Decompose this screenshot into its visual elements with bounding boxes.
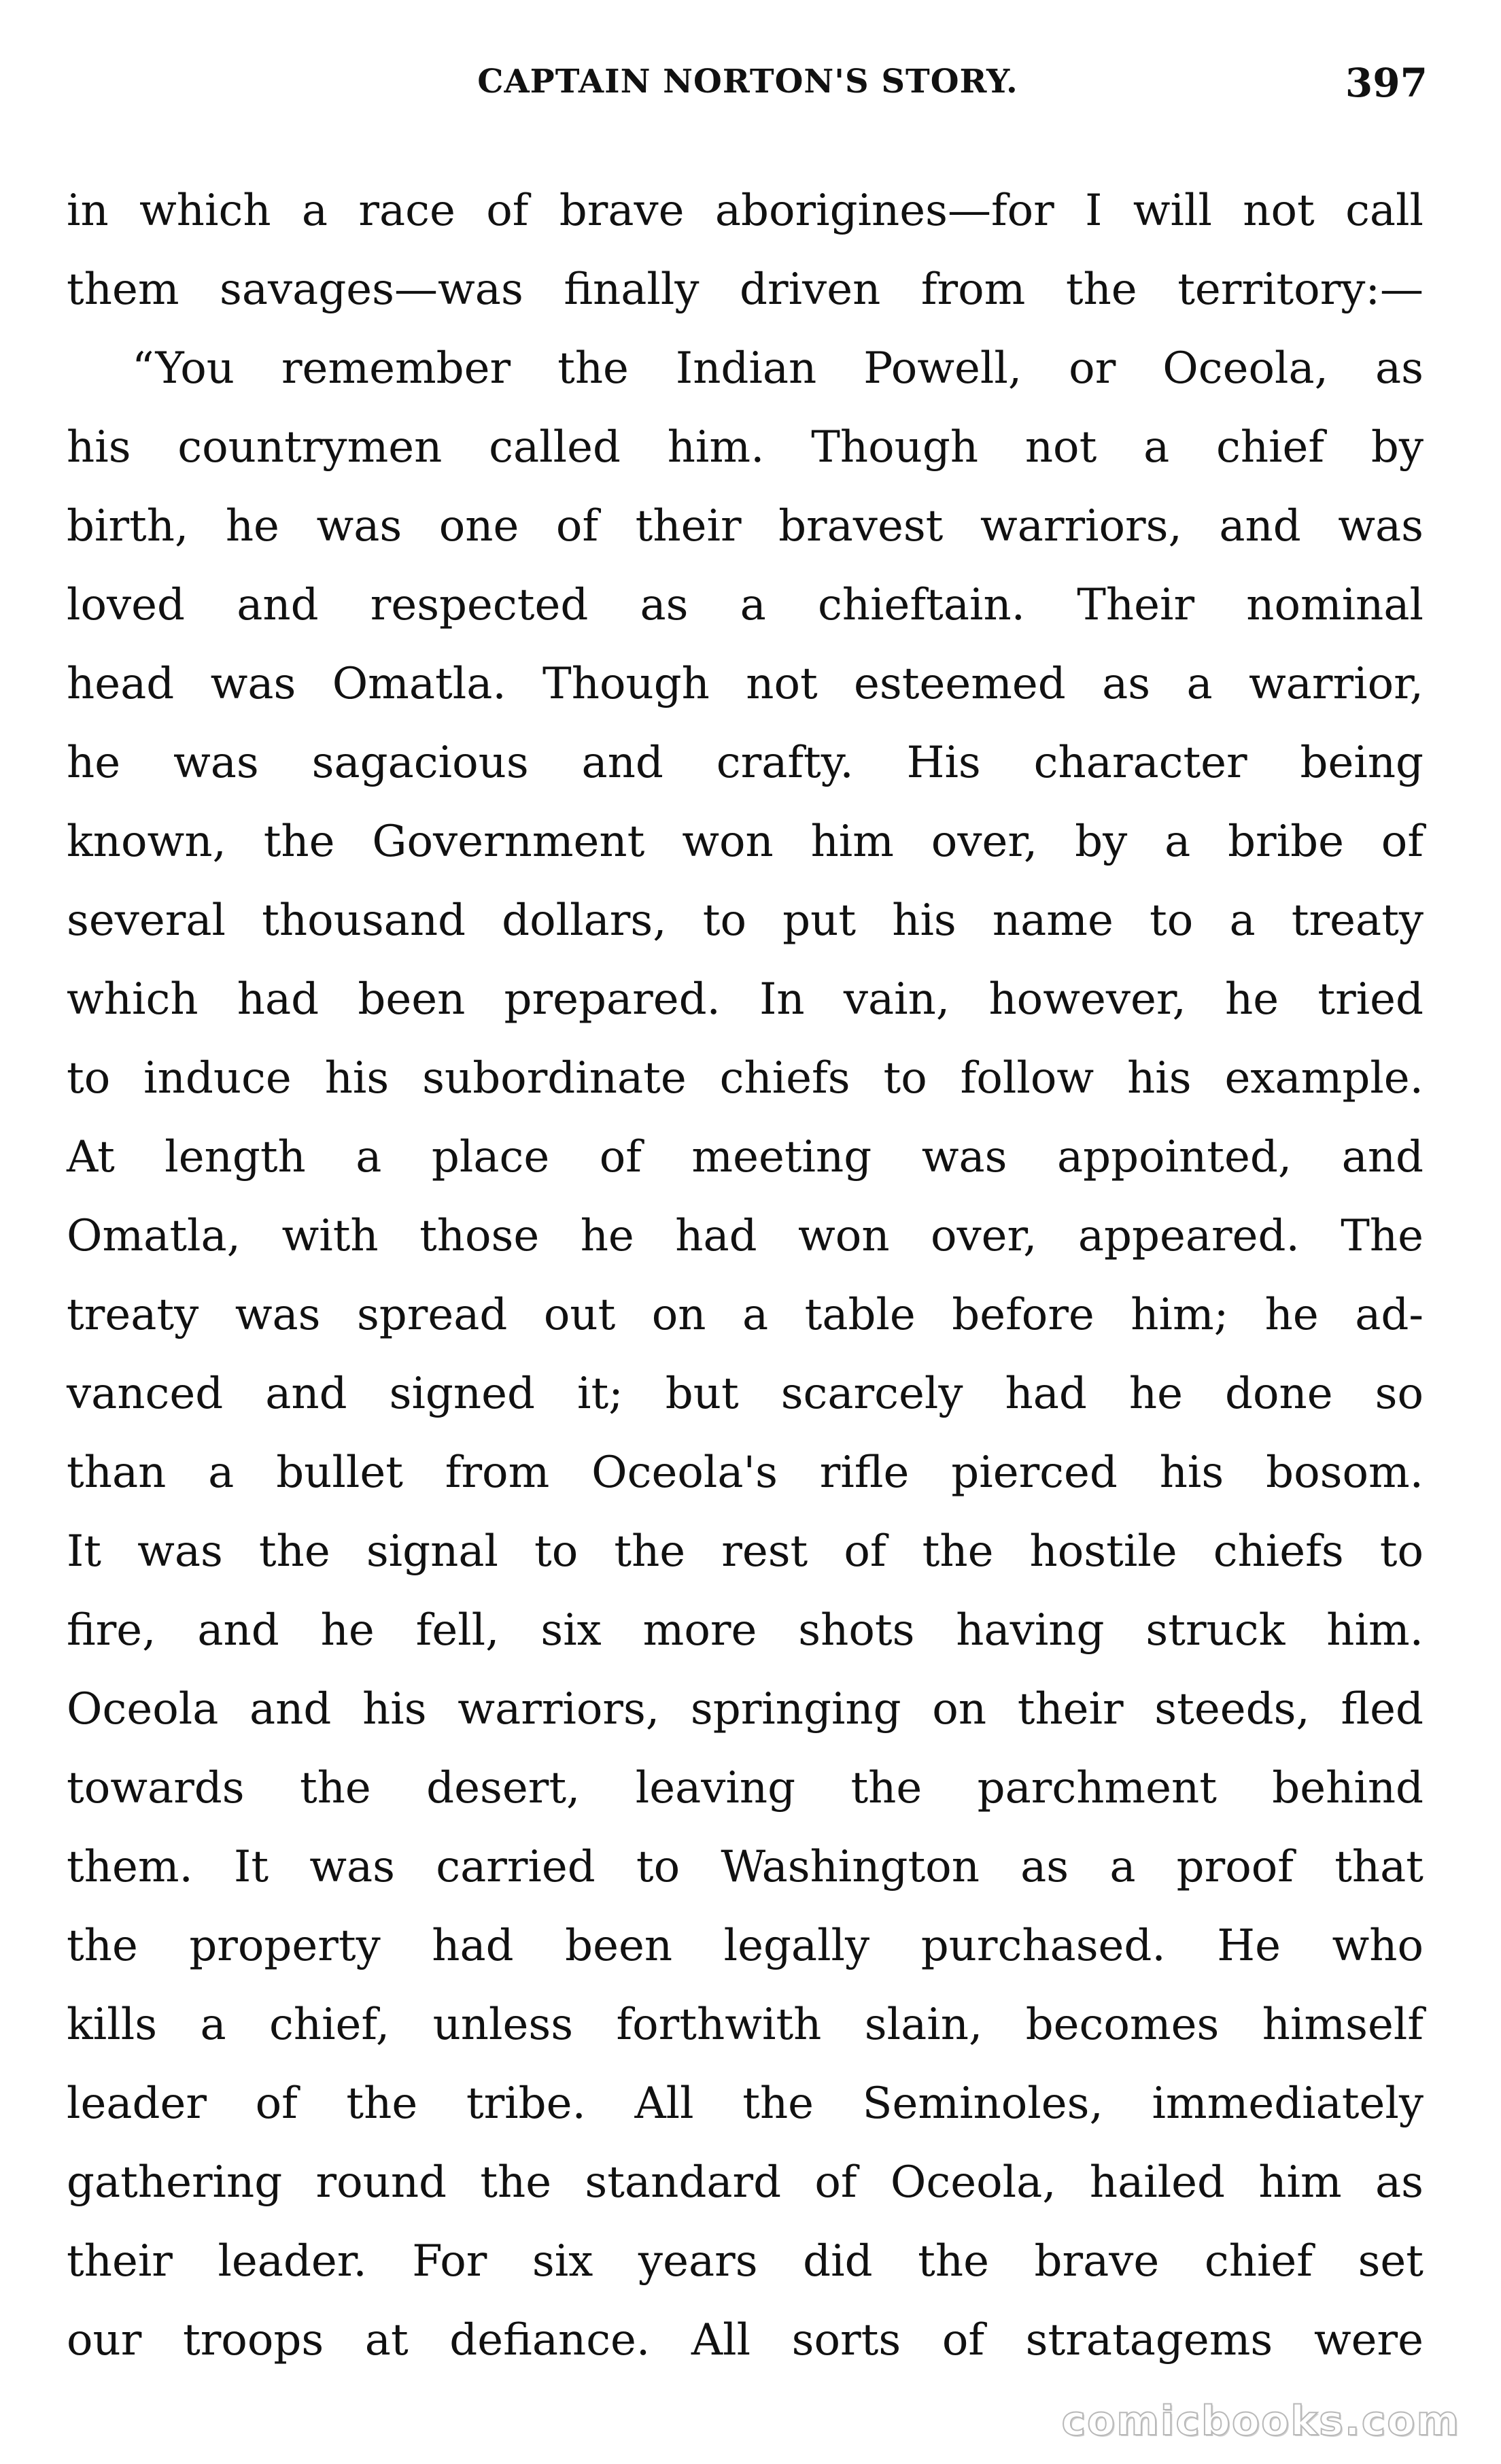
text-line: their leader. For six years did the brave chief set — [67, 2236, 1424, 2287]
page-number: 397 — [1345, 60, 1428, 106]
text-line: them savages—was finally driven from the territory:— — [67, 264, 1424, 315]
text-line: which had been prepared. In vain, however, he tried — [67, 974, 1424, 1025]
text-line: to induce his subordinate chiefs to follow his example. — [67, 1053, 1424, 1103]
text-line: birth, he was one of their bravest warriors, and was — [67, 501, 1424, 551]
text-line: loved and respected as a chieftain. Their nominal — [67, 580, 1424, 630]
text-line: Omatla, with those he had won over, appeared. The — [67, 1211, 1424, 1261]
text-line: he was sagacious and crafty. His character being — [67, 738, 1424, 788]
running-head — [68, 60, 1428, 117]
text-line: “You remember the Indian Powell, or Oceola, as — [132, 343, 1424, 394]
text-line: them. It was carried to Washington as a proof that — [67, 1842, 1424, 1892]
text-line: vanced and signed it; but scarcely had he done so — [67, 1369, 1424, 1419]
running-title: CAPTAIN NORTON'S STORY. — [477, 63, 1018, 101]
text-line: gathering round the standard of Oceola, hailed him as — [67, 2157, 1424, 2208]
text-line: At length a place of meeting was appointed, and — [67, 1132, 1424, 1182]
text-line: the property had been legally purchased. He who — [67, 1921, 1424, 1971]
text-line: kills a chief, unless forthwith slain, becomes himself — [67, 2000, 1424, 2050]
text-line: It was the signal to the rest of the hostile chiefs to — [67, 1526, 1424, 1577]
text-line: leader of the tribe. All the Seminoles, immediately — [67, 2078, 1424, 2129]
text-line: treaty was spread out on a table before him; he ad- — [67, 1290, 1424, 1340]
text-line: Oceola and his warriors, springing on their steeds, fled — [67, 1684, 1424, 1734]
text-line: several thousand dollars, to put his name to a treaty — [67, 895, 1424, 946]
site-watermark: comicbooks.com — [1061, 2397, 1460, 2445]
text-line: head was Omatla. Though not esteemed as a warrior, — [67, 659, 1424, 709]
text-line: his countrymen called him. Though not a chief by — [67, 422, 1424, 473]
body-text — [67, 171, 1424, 2380]
text-line: in which a race of brave aborigines—for I will not call — [67, 186, 1424, 236]
text-line: known, the Government won him over, by a bribe of — [67, 817, 1424, 867]
text-line: than a bullet from Oceola's rifle pierced his bosom. — [67, 1448, 1424, 1498]
text-line: towards the desert, leaving the parchment behind — [67, 1763, 1424, 1813]
text-line: our troops at defiance. All sorts of stratagems were — [67, 2315, 1424, 2365]
text-line: fire, and he fell, six more shots having struck him. — [67, 1605, 1424, 1656]
